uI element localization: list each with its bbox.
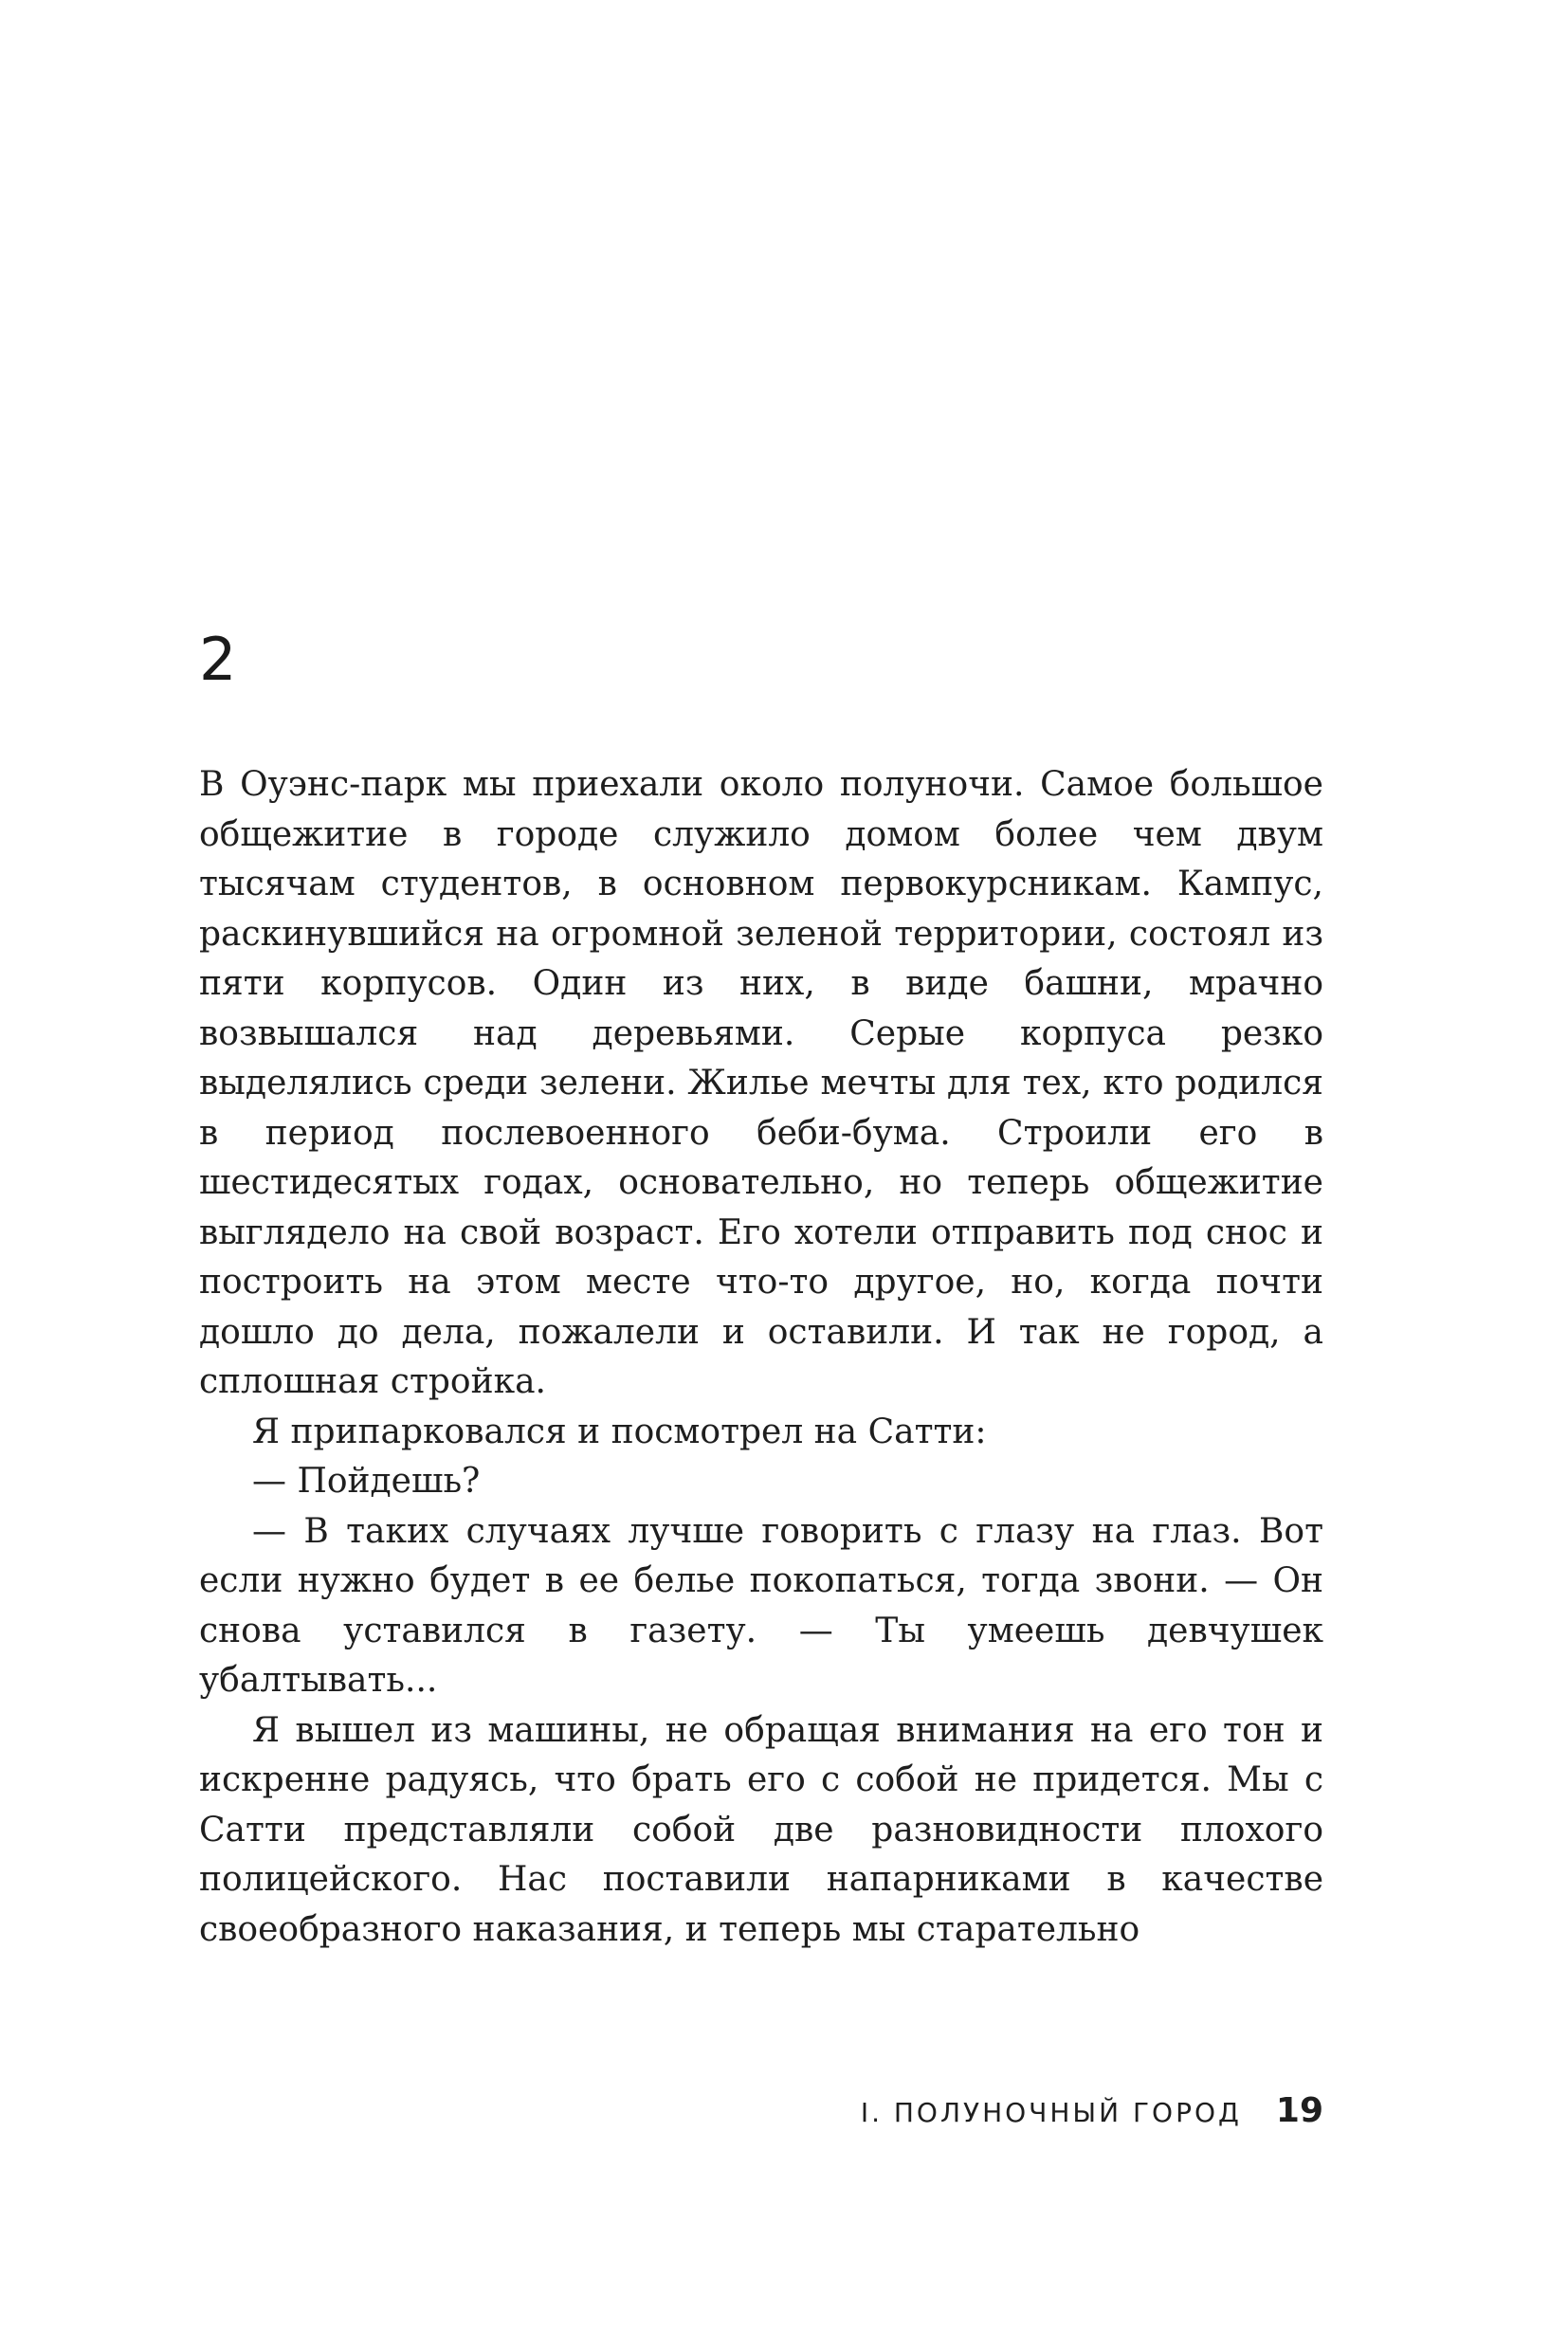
page-footer bbox=[199, 2091, 1323, 2130]
body-text bbox=[199, 760, 1323, 1955]
dialog-line-1: — Пойдешь? bbox=[252, 1462, 481, 1501]
chapter-number: 2 bbox=[199, 625, 237, 694]
running-title: I. ПОЛУНОЧНЫЙ ГОРОД bbox=[860, 2097, 1242, 2128]
paragraph-1: В Оуэнс-парк мы приехали около полуночи. Самое большое общежитие в городе служило домом более чем двум тысячам студентов, в основном первокурсникам. Кампус, раскинувшийся на огромной зеленой территории, состоял из пяти корпусов. Один из них, в виде башни, мрачно возвышался над деревьями. Серые корпуса резко выделялись среди зелени. Жилье мечты для тех, кто родился в период послевоенного беби-бума. Строили его в шестидесятых годах, основательно, но теперь общежитие выглядело на свой возраст. Его хотели отправить под снос и построить на этом месте что-то другое, но, когда почти дошло до дела, пожалели и оставили. И так не город, а сплошная стройка. bbox=[199, 765, 1323, 1401]
page-number: 19 bbox=[1275, 2091, 1323, 2130]
dialog-line-2: — В таких случаях лучше говорить с глазу на глаз. Вот если нужно будет в ее белье покопаться, тогда звони. — Он снова уставился в газету. — Ты умеешь девчушек убалтывать... bbox=[199, 1511, 1323, 1700]
paragraph-2: Я припарковался и посмотрел на Сатти: bbox=[252, 1412, 987, 1451]
paragraph-5: Я вышел из машины, не обращая внимания на его тон и искренне радуясь, что брать его с собой не придется. Мы с Сатти представляли собой две разновидности плохого полицейского. Нас поставили напарниками в качестве своеобразного наказания, и теперь мы старательно bbox=[199, 1710, 1323, 1949]
